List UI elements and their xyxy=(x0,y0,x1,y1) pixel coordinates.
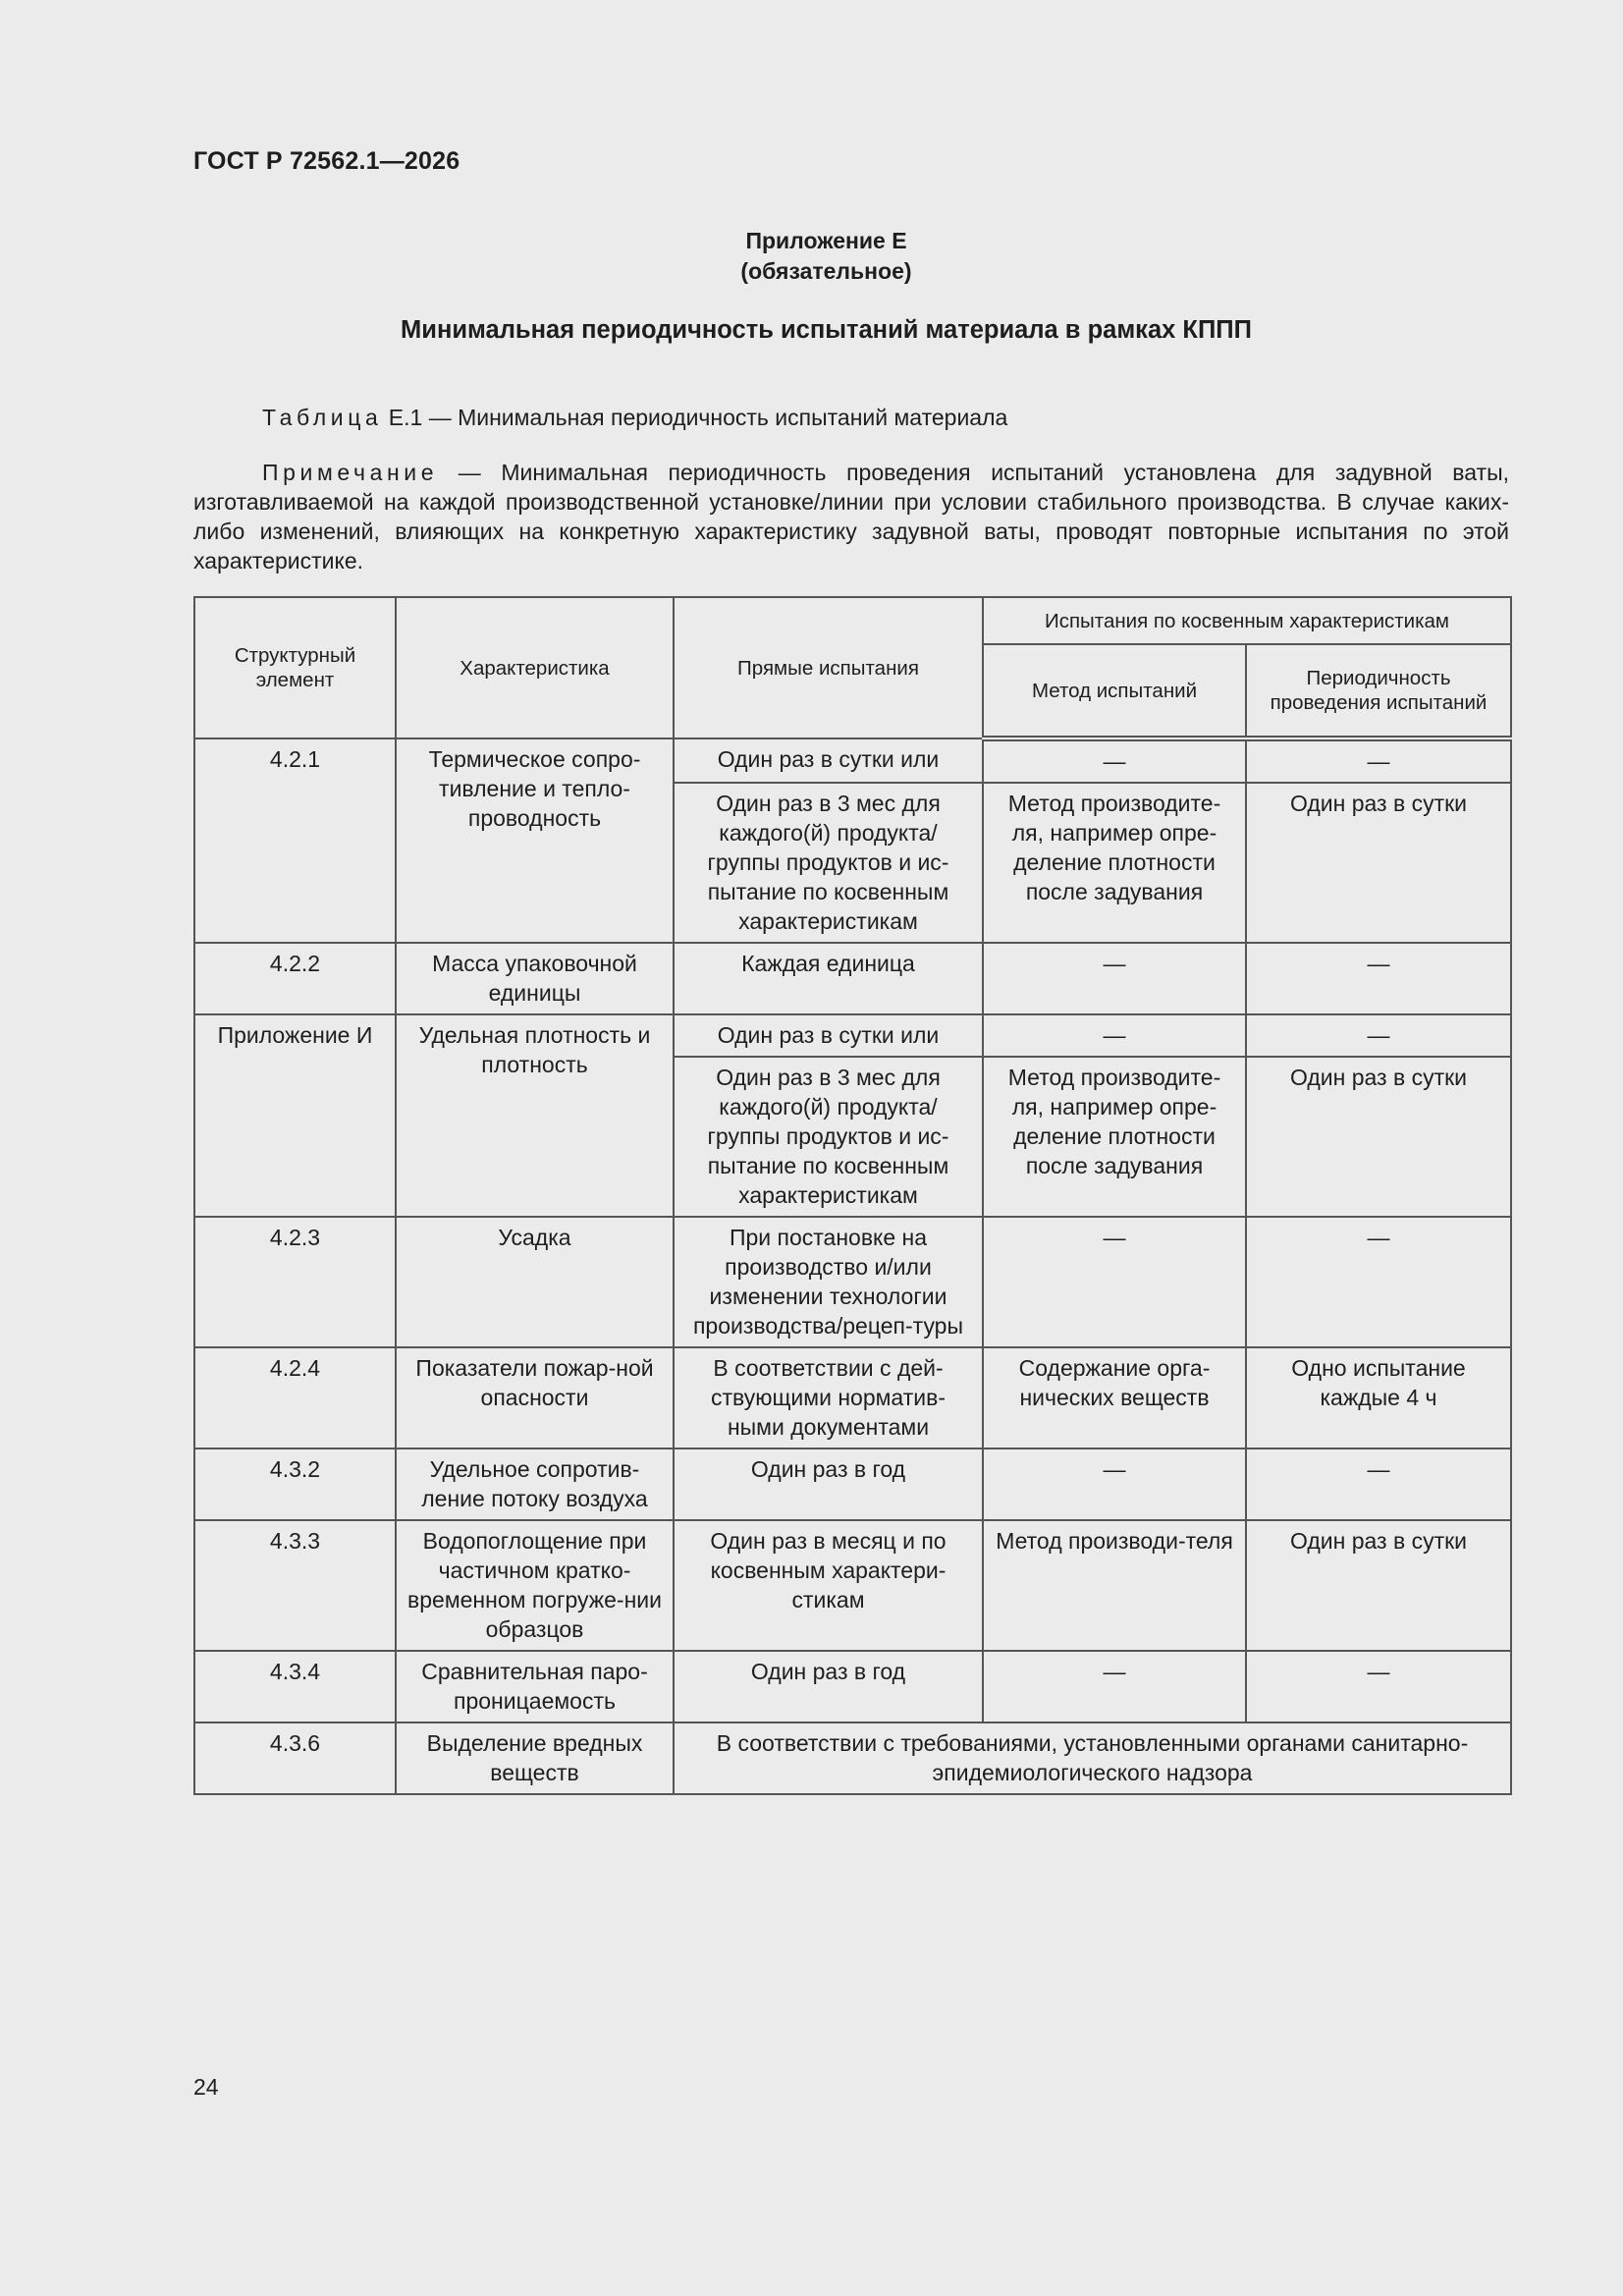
header-characteristic: Характеристика xyxy=(396,597,674,738)
cell-element: 4.3.3 xyxy=(194,1520,396,1651)
table-caption-text: Е.1 — Минимальная периодичность испытаний материала xyxy=(382,405,1008,430)
cell-element: 4.2.4 xyxy=(194,1347,396,1449)
cell-periodicity: — xyxy=(1246,1449,1511,1520)
cell-direct: При постановке на производство и/или изменении технологии производства/рецеп-туры xyxy=(674,1217,983,1347)
cell-direct: Один раз в год xyxy=(674,1651,983,1722)
cell-direct: Каждая единица xyxy=(674,943,983,1014)
cell-method: — xyxy=(983,738,1246,783)
table-caption-label: Таблица xyxy=(262,405,383,430)
table-row xyxy=(194,1449,1511,1520)
table-row xyxy=(194,1347,1511,1449)
table-row xyxy=(194,738,1511,783)
annex-heading xyxy=(0,226,1623,287)
cell-direct: Один раз в месяц и по косвенным характери-стикам xyxy=(674,1520,983,1651)
cell-periodicity: — xyxy=(1246,943,1511,1014)
cell-element: 4.3.6 xyxy=(194,1722,396,1794)
table-row xyxy=(194,1014,1511,1057)
section-title: Минимальная периодичность испытаний материала в рамках КППП xyxy=(401,316,1252,344)
note-paragraph xyxy=(193,458,1509,575)
cell-characteristic: Выделение вредных веществ xyxy=(396,1722,674,1794)
table-row xyxy=(194,943,1511,1014)
cell-characteristic: Термическое сопро-тивление и тепло-проводность xyxy=(396,738,674,943)
header-method: Метод испытаний xyxy=(983,644,1246,738)
cell-method: — xyxy=(983,1651,1246,1722)
cell-method: Содержание орга-нических веществ xyxy=(983,1347,1246,1449)
table-note xyxy=(193,458,1509,575)
note-text: — Минимальная периодичность проведения испытаний установлена для задувной ваты, изготавливаемой на каждой производственной установке/линии при условии стабильного производства. В случае каких-либо изменений, влияющих на конкретную характеристику задувной ваты, проводят повторные испытания по этой характеристике. xyxy=(193,460,1509,574)
table-caption xyxy=(262,405,1007,431)
cell-merged-requirements: В соответствии с требованиями, установленными органами санитарно-эпидемиологического надзора xyxy=(674,1722,1511,1794)
header-indirect-group: Испытания по косвенным характеристикам xyxy=(983,597,1511,644)
cell-direct: Один раз в 3 мес для каждого(й) продукта/ группы продуктов и ис-пытание по косвенным характеристикам xyxy=(674,1057,983,1217)
cell-element: 4.2.3 xyxy=(194,1217,396,1347)
cell-method: Метод производи-теля xyxy=(983,1520,1246,1651)
header-direct-tests: Прямые испытания xyxy=(674,597,983,738)
note-label: Примечание xyxy=(262,460,439,485)
table-row xyxy=(194,1520,1511,1651)
header-element: Структурный элемент xyxy=(194,597,396,738)
header-periodicity: Периодичность проведения испытаний xyxy=(1246,644,1511,738)
annex-label: Приложение Е xyxy=(745,228,907,253)
cell-method: — xyxy=(983,943,1246,1014)
cell-periodicity: — xyxy=(1246,1014,1511,1057)
cell-method: Метод производите-ля, например опре-деление плотности после задувания xyxy=(983,783,1246,943)
table-row xyxy=(194,1651,1511,1722)
cell-periodicity: — xyxy=(1246,1651,1511,1722)
cell-element: 4.2.2 xyxy=(194,943,396,1014)
cell-method: — xyxy=(983,1014,1246,1057)
annex-status: (обязательное) xyxy=(740,258,912,284)
cell-direct: Один раз в год xyxy=(674,1449,983,1520)
cell-element: Приложение И xyxy=(194,1014,396,1217)
cell-characteristic: Удельное сопротив-ление потоку воздуха xyxy=(396,1449,674,1520)
cell-element: 4.3.4 xyxy=(194,1651,396,1722)
cell-method: — xyxy=(983,1449,1246,1520)
document-code: ГОСТ Р 72562.1—2026 xyxy=(193,147,460,175)
cell-characteristic: Усадка xyxy=(396,1217,674,1347)
cell-periodicity: Один раз в сутки xyxy=(1246,783,1511,943)
cell-characteristic: Удельная плотность и плотность xyxy=(396,1014,674,1217)
cell-periodicity: — xyxy=(1246,1217,1511,1347)
page-number: 24 xyxy=(193,2074,219,2100)
cell-direct: Один раз в сутки или xyxy=(674,738,983,783)
cell-periodicity: Один раз в сутки xyxy=(1246,1057,1511,1217)
cell-characteristic: Показатели пожар-ной опасности xyxy=(396,1347,674,1449)
cell-characteristic: Сравнительная паро-проницаемость xyxy=(396,1651,674,1722)
cell-characteristic: Водопоглощение при частичном кратко-временном погруже-нии образцов xyxy=(396,1520,674,1651)
cell-element: 4.2.1 xyxy=(194,738,396,943)
cell-element: 4.3.2 xyxy=(194,1449,396,1520)
cell-method: — xyxy=(983,1217,1246,1347)
cell-periodicity: Один раз в сутки xyxy=(1246,1520,1511,1651)
cell-direct: Один раз в 3 мес для каждого(й) продукта/ группы продуктов и ис-пытание по косвенным характеристикам xyxy=(674,783,983,943)
cell-periodicity: Одно испытание каждые 4 ч xyxy=(1246,1347,1511,1449)
cell-direct: В соответствии с дей-ствующими норматив-ными документами xyxy=(674,1347,983,1449)
table-row xyxy=(194,1217,1511,1347)
periodicity-table xyxy=(193,596,1512,1795)
cell-periodicity: — xyxy=(1246,738,1511,783)
table-header-row xyxy=(194,597,1511,644)
cell-direct: Один раз в сутки или xyxy=(674,1014,983,1057)
table-row xyxy=(194,1722,1511,1794)
cell-characteristic: Масса упаковочной единицы xyxy=(396,943,674,1014)
cell-method: Метод производите-ля, например опре-деление плотности после задувания xyxy=(983,1057,1246,1217)
